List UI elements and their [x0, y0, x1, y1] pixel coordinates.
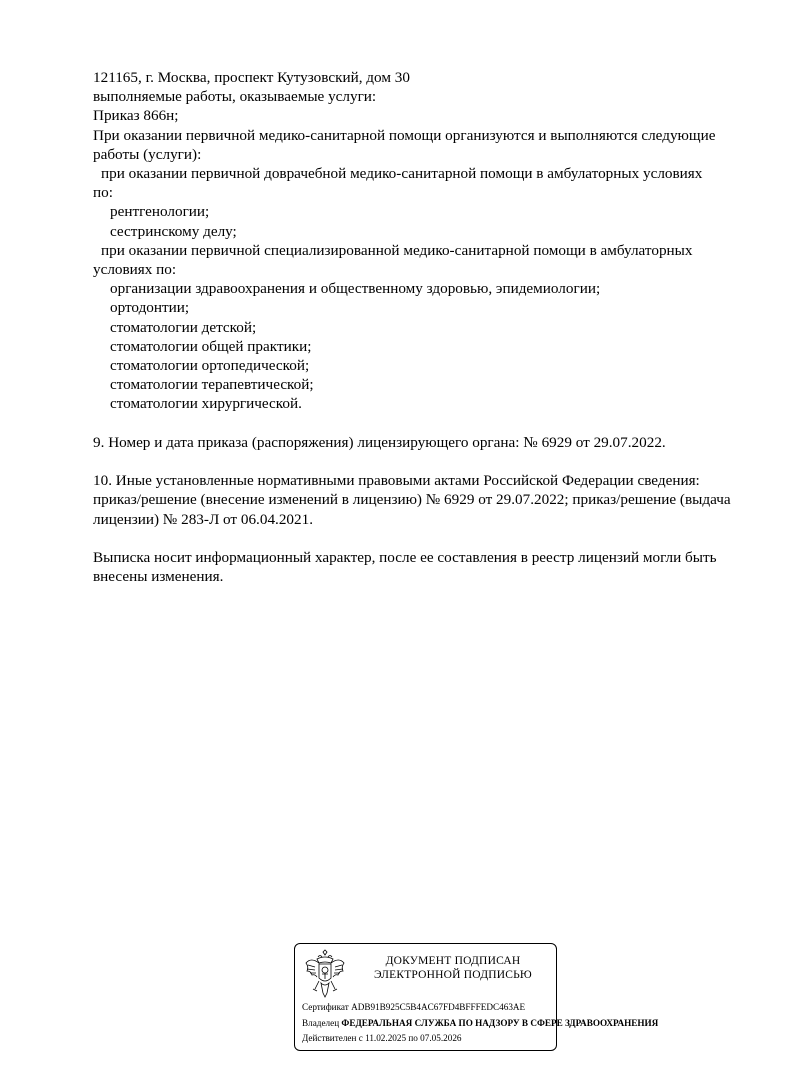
section-primary-specialized: при оказании первичной специализированной медико-санитарной помощи в амбулаторных: [101, 241, 693, 259]
service-item: стоматологии общей практики;: [110, 337, 312, 355]
intro-line-cont: работы (услуги):: [93, 145, 202, 163]
certificate-value: ADB91B925C5B4AC67FD4BFFFEDC463AE: [351, 1002, 526, 1012]
service-item: стоматологии терапевтической;: [110, 376, 314, 394]
service-item: сестринскому делу;: [110, 222, 237, 240]
item-10-cont: приказ/решение (внесение изменений в лицензию) № 6929 от 29.07.2022; приказ/решение (выдача: [93, 491, 731, 509]
electronic-signature-stamp: [294, 943, 659, 1051]
intro-line: При оказании первичной медико-санитарной помощи организуются и выполняются следующие: [93, 126, 716, 144]
section-primary-specialized-cont: условиях по:: [93, 261, 177, 279]
service-item: стоматологии ортопедической;: [110, 357, 310, 375]
disclaimer-note: Выписка носит информационный характер, после ее составления в реестр лицензий могли быть: [93, 549, 717, 567]
service-item: рентгенологии;: [110, 203, 210, 221]
section-primary-prephysician-cont: по:: [93, 184, 113, 202]
document-body: [93, 68, 773, 586]
works-label: выполняемые работы, оказываемые услуги:: [93, 88, 377, 106]
stamp-title-line1: ДОКУМЕНТ ПОДПИСАН: [385, 955, 521, 967]
item-10: 10. Иные установленные нормативными правовыми актами Российской Федерации сведения:: [93, 472, 700, 490]
certificate-label: Сертификат: [302, 1002, 349, 1012]
stamp-title: [353, 954, 553, 982]
certificate-row: [302, 1002, 554, 1013]
disclaimer-note-cont: внесены изменения.: [93, 568, 224, 586]
service-item: ортодонтии;: [110, 299, 190, 317]
service-item: стоматологии детской;: [110, 318, 257, 336]
stamp-title-line2: ЭЛЕКТРОННОЙ ПОДПИСЬЮ: [374, 969, 532, 981]
service-item: организации здравоохранения и общественному здоровью, эпидемиологии;: [110, 280, 601, 298]
item-9: 9. Номер и дата приказа (распоряжения) лицензирующего органа: № 6929 от 29.07.2022.: [93, 433, 666, 451]
order-line: Приказ 866н;: [93, 107, 179, 125]
owner-label: Владелец: [302, 1018, 340, 1028]
owner-row: [302, 1018, 659, 1029]
address-line: 121165, г. Москва, проспект Кутузовский, дом 30: [93, 69, 410, 86]
coat-of-arms-icon: [303, 949, 347, 999]
section-primary-prephysician: при оказании первичной доврачебной медико-санитарной помощи в амбулаторных условиях: [101, 165, 703, 183]
validity-row: Действителен с 11.02.2025 по 07.05.2026: [302, 1033, 462, 1043]
service-item: стоматологии хирургической.: [110, 395, 302, 413]
owner-value: ФЕДЕРАЛЬНАЯ СЛУЖБА ПО НАДЗОРУ В СФЕРЕ ЗДРАВООХРАНЕНИЯ: [341, 1018, 659, 1028]
item-10-cont: лицензии) № 283-Л от 06.04.2021.: [93, 510, 314, 528]
